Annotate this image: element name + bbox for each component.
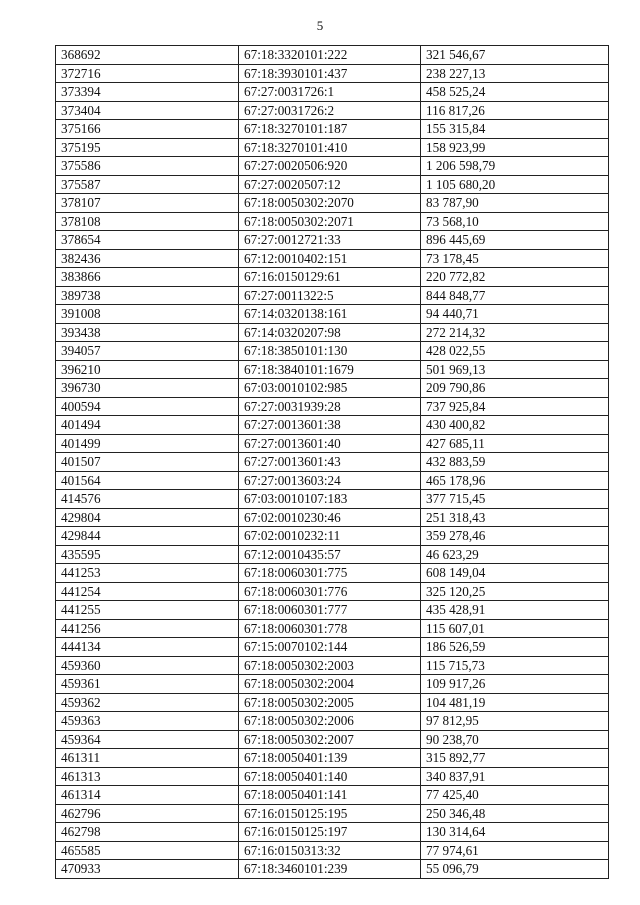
cadastral-number-cell: 67:18:0050401:141 xyxy=(239,786,421,805)
cadastral-number-cell: 67:18:3320101:222 xyxy=(239,46,421,65)
record-number-cell: 441253 xyxy=(56,564,239,583)
table-row xyxy=(56,286,609,305)
cadastral-number-cell: 67:18:0060301:776 xyxy=(239,582,421,601)
table-row xyxy=(56,157,609,176)
cadastral-value-cell: 73 178,45 xyxy=(421,249,609,268)
table-row xyxy=(56,527,609,546)
table-row xyxy=(56,360,609,379)
record-number-cell: 391008 xyxy=(56,305,239,324)
cadastral-value-cell: 896 445,69 xyxy=(421,231,609,250)
cadastral-value-table xyxy=(55,45,609,879)
table-row xyxy=(56,397,609,416)
record-number-cell: 461314 xyxy=(56,786,239,805)
cadastral-value-cell: 90 238,70 xyxy=(421,730,609,749)
cadastral-number-cell: 67:18:0050302:2070 xyxy=(239,194,421,213)
cadastral-number-cell: 67:18:0050302:2004 xyxy=(239,675,421,694)
cadastral-value-cell: 1 105 680,20 xyxy=(421,175,609,194)
cadastral-value-cell: 83 787,90 xyxy=(421,194,609,213)
cadastral-value-cell: 432 883,59 xyxy=(421,453,609,472)
record-number-cell: 368692 xyxy=(56,46,239,65)
table-row xyxy=(56,231,609,250)
cadastral-number-cell: 67:18:0050302:2005 xyxy=(239,693,421,712)
table-row xyxy=(56,508,609,527)
record-number-cell: 444134 xyxy=(56,638,239,657)
record-number-cell: 459361 xyxy=(56,675,239,694)
cadastral-value-cell: 115 607,01 xyxy=(421,619,609,638)
cadastral-value-cell: 97 812,95 xyxy=(421,712,609,731)
cadastral-number-cell: 67:16:0150125:195 xyxy=(239,804,421,823)
record-number-cell: 441255 xyxy=(56,601,239,620)
cadastral-number-cell: 67:03:0010107:183 xyxy=(239,490,421,509)
table-row xyxy=(56,749,609,768)
cadastral-number-cell: 67:14:0320207:98 xyxy=(239,323,421,342)
record-number-cell: 393438 xyxy=(56,323,239,342)
table-row xyxy=(56,138,609,157)
table-row xyxy=(56,342,609,361)
record-number-cell: 400594 xyxy=(56,397,239,416)
cadastral-value-cell: 1 206 598,79 xyxy=(421,157,609,176)
table-row xyxy=(56,268,609,287)
cadastral-value-cell: 130 314,64 xyxy=(421,823,609,842)
record-number-cell: 459360 xyxy=(56,656,239,675)
record-number-cell: 429844 xyxy=(56,527,239,546)
cadastral-value-cell: 272 214,32 xyxy=(421,323,609,342)
table-row xyxy=(56,323,609,342)
cadastral-value-cell: 77 974,61 xyxy=(421,841,609,860)
cadastral-value-cell: 46 623,29 xyxy=(421,545,609,564)
record-number-cell: 382436 xyxy=(56,249,239,268)
table-row xyxy=(56,804,609,823)
cadastral-number-cell: 67:18:0060301:777 xyxy=(239,601,421,620)
table-row xyxy=(56,786,609,805)
cadastral-value-cell: 238 227,13 xyxy=(421,64,609,83)
table-row xyxy=(56,175,609,194)
table-row xyxy=(56,767,609,786)
record-number-cell: 461313 xyxy=(56,767,239,786)
record-number-cell: 373404 xyxy=(56,101,239,120)
table-row xyxy=(56,490,609,509)
record-number-cell: 394057 xyxy=(56,342,239,361)
table-row xyxy=(56,712,609,731)
cadastral-value-cell: 315 892,77 xyxy=(421,749,609,768)
cadastral-number-cell: 67:27:0012721:33 xyxy=(239,231,421,250)
cadastral-number-cell: 67:18:0060301:775 xyxy=(239,564,421,583)
record-number-cell: 459363 xyxy=(56,712,239,731)
cadastral-number-cell: 67:14:0320138:161 xyxy=(239,305,421,324)
cadastral-value-cell: 109 917,26 xyxy=(421,675,609,694)
record-number-cell: 378108 xyxy=(56,212,239,231)
cadastral-value-cell: 465 178,96 xyxy=(421,471,609,490)
cadastral-number-cell: 67:27:0020507:12 xyxy=(239,175,421,194)
record-number-cell: 462798 xyxy=(56,823,239,842)
cadastral-number-cell: 67:27:0013601:43 xyxy=(239,453,421,472)
cadastral-number-cell: 67:16:0150125:197 xyxy=(239,823,421,842)
cadastral-number-cell: 67:16:0150129:61 xyxy=(239,268,421,287)
cadastral-value-cell: 115 715,73 xyxy=(421,656,609,675)
table-row xyxy=(56,619,609,638)
cadastral-number-cell: 67:02:0010232:11 xyxy=(239,527,421,546)
cadastral-number-cell: 67:18:0050302:2006 xyxy=(239,712,421,731)
table-body xyxy=(56,46,609,879)
cadastral-number-cell: 67:27:0031939:28 xyxy=(239,397,421,416)
table-row xyxy=(56,693,609,712)
cadastral-value-cell: 428 022,55 xyxy=(421,342,609,361)
record-number-cell: 389738 xyxy=(56,286,239,305)
cadastral-number-cell: 67:27:0013601:40 xyxy=(239,434,421,453)
cadastral-number-cell: 67:18:0050302:2071 xyxy=(239,212,421,231)
cadastral-number-cell: 67:27:0013601:38 xyxy=(239,416,421,435)
record-number-cell: 441254 xyxy=(56,582,239,601)
table-row xyxy=(56,194,609,213)
table-row xyxy=(56,545,609,564)
table-row xyxy=(56,434,609,453)
cadastral-value-cell: 158 923,99 xyxy=(421,138,609,157)
cadastral-number-cell: 67:18:0050401:140 xyxy=(239,767,421,786)
cadastral-number-cell: 67:18:3850101:130 xyxy=(239,342,421,361)
cadastral-value-cell: 116 817,26 xyxy=(421,101,609,120)
cadastral-number-cell: 67:27:0011322:5 xyxy=(239,286,421,305)
cadastral-number-cell: 67:18:3840101:1679 xyxy=(239,360,421,379)
cadastral-value-cell: 844 848,77 xyxy=(421,286,609,305)
table-row xyxy=(56,305,609,324)
record-number-cell: 435595 xyxy=(56,545,239,564)
cadastral-number-cell: 67:27:0031726:2 xyxy=(239,101,421,120)
record-number-cell: 396730 xyxy=(56,379,239,398)
cadastral-value-cell: 186 526,59 xyxy=(421,638,609,657)
record-number-cell: 401564 xyxy=(56,471,239,490)
cadastral-number-cell: 67:18:3460101:239 xyxy=(239,860,421,879)
record-number-cell: 383866 xyxy=(56,268,239,287)
record-number-cell: 375587 xyxy=(56,175,239,194)
cadastral-value-cell: 359 278,46 xyxy=(421,527,609,546)
table-row xyxy=(56,101,609,120)
record-number-cell: 401507 xyxy=(56,453,239,472)
table-row xyxy=(56,249,609,268)
table-row xyxy=(56,730,609,749)
cadastral-value-cell: 77 425,40 xyxy=(421,786,609,805)
table-row xyxy=(56,46,609,65)
cadastral-value-cell: 104 481,19 xyxy=(421,693,609,712)
table-row xyxy=(56,471,609,490)
record-number-cell: 414576 xyxy=(56,490,239,509)
table-row xyxy=(56,212,609,231)
cadastral-value-cell: 430 400,82 xyxy=(421,416,609,435)
table-row xyxy=(56,64,609,83)
table-row xyxy=(56,860,609,879)
record-number-cell: 401494 xyxy=(56,416,239,435)
cadastral-number-cell: 67:18:3270101:410 xyxy=(239,138,421,157)
cadastral-value-cell: 251 318,43 xyxy=(421,508,609,527)
cadastral-number-cell: 67:18:0050302:2003 xyxy=(239,656,421,675)
record-number-cell: 378107 xyxy=(56,194,239,213)
cadastral-number-cell: 67:27:0020506:920 xyxy=(239,157,421,176)
cadastral-value-cell: 608 149,04 xyxy=(421,564,609,583)
table-row xyxy=(56,656,609,675)
cadastral-number-cell: 67:18:3270101:187 xyxy=(239,120,421,139)
record-number-cell: 378654 xyxy=(56,231,239,250)
record-number-cell: 375195 xyxy=(56,138,239,157)
cadastral-value-cell: 435 428,91 xyxy=(421,601,609,620)
cadastral-value-cell: 458 525,24 xyxy=(421,83,609,102)
page-number: 5 xyxy=(316,18,324,33)
cadastral-value-cell: 737 925,84 xyxy=(421,397,609,416)
table-row xyxy=(56,638,609,657)
record-number-cell: 459364 xyxy=(56,730,239,749)
cadastral-value-cell: 377 715,45 xyxy=(421,490,609,509)
record-number-cell: 461311 xyxy=(56,749,239,768)
table-row xyxy=(56,564,609,583)
record-number-cell: 373394 xyxy=(56,83,239,102)
cadastral-value-cell: 321 546,67 xyxy=(421,46,609,65)
cadastral-value-cell: 501 969,13 xyxy=(421,360,609,379)
cadastral-number-cell: 67:18:0050401:139 xyxy=(239,749,421,768)
table-row xyxy=(56,379,609,398)
cadastral-number-cell: 67:15:0070102:144 xyxy=(239,638,421,657)
record-number-cell: 372716 xyxy=(56,64,239,83)
record-number-cell: 401499 xyxy=(56,434,239,453)
cadastral-number-cell: 67:16:0150313:32 xyxy=(239,841,421,860)
cadastral-number-cell: 67:18:0050302:2007 xyxy=(239,730,421,749)
table-row xyxy=(56,601,609,620)
cadastral-number-cell: 67:12:0010402:151 xyxy=(239,249,421,268)
cadastral-value-cell: 155 315,84 xyxy=(421,120,609,139)
table-row xyxy=(56,453,609,472)
record-number-cell: 429804 xyxy=(56,508,239,527)
cadastral-number-cell: 67:02:0010230:46 xyxy=(239,508,421,527)
cadastral-value-cell: 94 440,71 xyxy=(421,305,609,324)
cadastral-value-cell: 209 790,86 xyxy=(421,379,609,398)
record-number-cell: 459362 xyxy=(56,693,239,712)
cadastral-number-cell: 67:18:3930101:437 xyxy=(239,64,421,83)
cadastral-number-cell: 67:03:0010102:985 xyxy=(239,379,421,398)
table-row xyxy=(56,675,609,694)
table-row xyxy=(56,120,609,139)
table-row xyxy=(56,841,609,860)
cadastral-value-cell: 250 346,48 xyxy=(421,804,609,823)
record-number-cell: 465585 xyxy=(56,841,239,860)
table-row xyxy=(56,823,609,842)
cadastral-number-cell: 67:18:0060301:778 xyxy=(239,619,421,638)
cadastral-value-cell: 340 837,91 xyxy=(421,767,609,786)
record-number-cell: 441256 xyxy=(56,619,239,638)
table-row xyxy=(56,416,609,435)
record-number-cell: 396210 xyxy=(56,360,239,379)
record-number-cell: 375166 xyxy=(56,120,239,139)
cadastral-value-cell: 73 568,10 xyxy=(421,212,609,231)
cadastral-value-cell: 325 120,25 xyxy=(421,582,609,601)
cadastral-value-cell: 55 096,79 xyxy=(421,860,609,879)
cadastral-value-cell: 220 772,82 xyxy=(421,268,609,287)
record-number-cell: 470933 xyxy=(56,860,239,879)
record-number-cell: 462796 xyxy=(56,804,239,823)
table-row xyxy=(56,83,609,102)
table-row xyxy=(56,582,609,601)
record-number-cell: 375586 xyxy=(56,157,239,176)
cadastral-value-cell: 427 685,11 xyxy=(421,434,609,453)
cadastral-number-cell: 67:27:0013603:24 xyxy=(239,471,421,490)
cadastral-number-cell: 67:12:0010435:57 xyxy=(239,545,421,564)
cadastral-number-cell: 67:27:0031726:1 xyxy=(239,83,421,102)
